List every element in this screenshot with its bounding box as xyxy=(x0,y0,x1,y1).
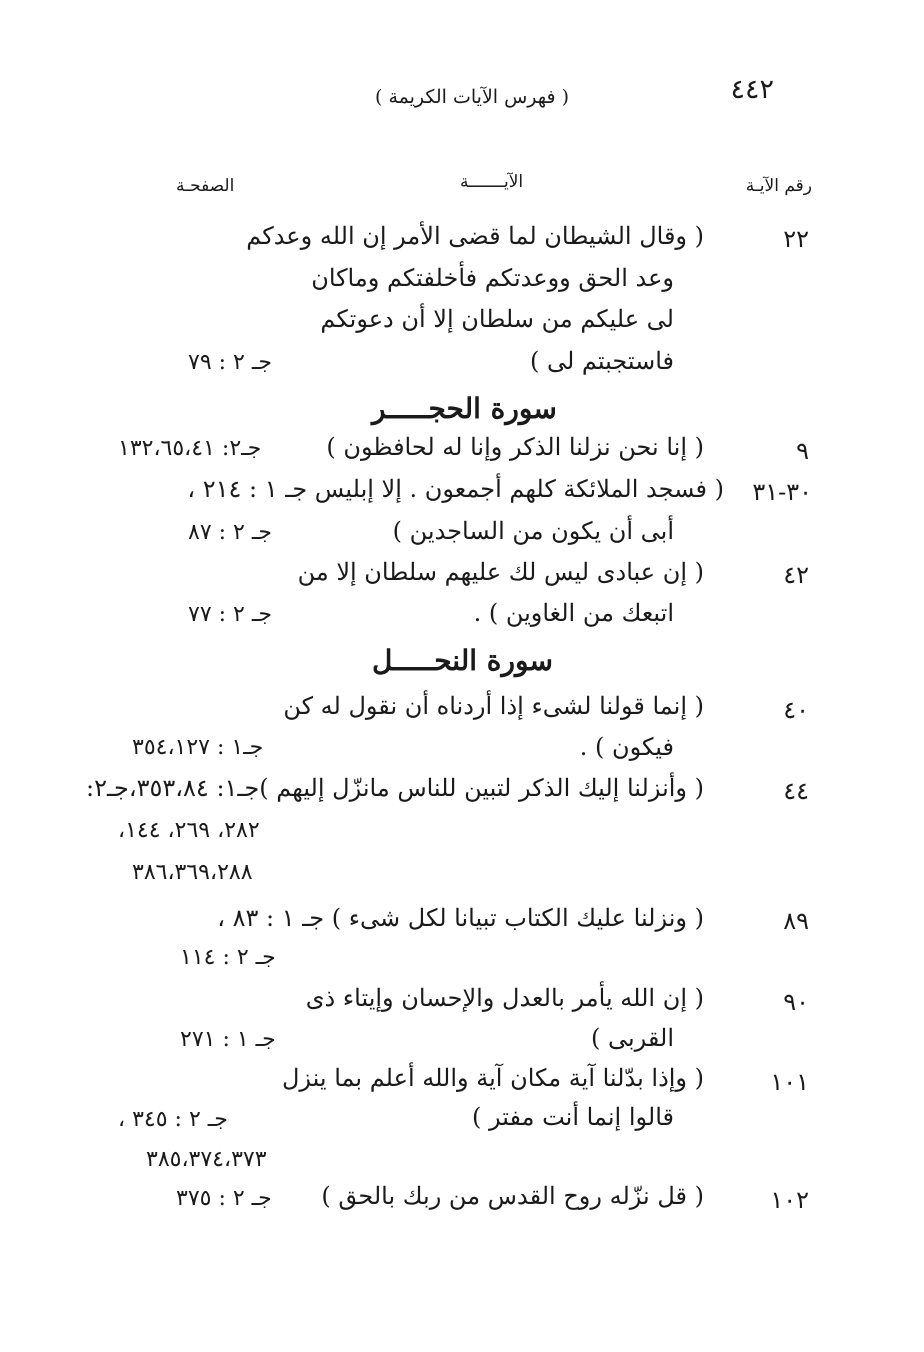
running-title: ( فهرس الآيات الكريمة ) xyxy=(375,86,570,108)
verse-text: اتبعك من الغاوين ) . xyxy=(473,599,674,627)
verse-text: لى عليكم من سلطان إلا أن دعوتكم xyxy=(320,305,674,333)
verse-number: ٢٢ xyxy=(783,225,809,253)
page-reference: جـ١ : ٣٥٤،١٢٧ xyxy=(132,735,264,760)
verse-number: ٤٠ xyxy=(783,696,809,724)
verse-text: ( وقال الشيطان لما قضى الأمر إن الله وعدكم xyxy=(246,222,704,250)
sura-heading: سورة النحـــــل xyxy=(372,644,553,677)
verse-text: ( وإذا بدّلنا آية مكان آية والله أعلم بما ينزل xyxy=(281,1064,704,1092)
verse-text: ( وأنزلنا إليك الذكر لتبين للناس مانزّل إليهم )جـ١: ٣٥٣،٨٤،جـ٢: xyxy=(86,774,704,802)
verse-number: ٩ xyxy=(796,437,809,465)
verse-text: قالوا إنما أنت مفتر ) xyxy=(472,1103,674,1131)
verse-text: فيكون ) . xyxy=(579,733,674,761)
column-heading-verse: الآيـــــــة xyxy=(460,172,524,192)
page-reference: جـ ٢ : ٣٧٥ xyxy=(176,1186,272,1211)
column-heading-verse-number: رقم الآيـة xyxy=(745,176,812,196)
verse-text: أبى أن يكون من الساجدين ) xyxy=(392,517,674,545)
verse-text: وعد الحق ووعدتكم فأخلفتكم وماكان xyxy=(311,264,674,292)
verse-text: فاستجبتم لى ) xyxy=(529,347,674,375)
verse-text: ( إنا نحن نزلنا الذكر وإنا له لحافظون ) xyxy=(326,433,704,461)
page-reference: جـ٢: ١٣٢،٦٥،٤١ xyxy=(118,436,262,461)
verse-text: ( إن الله يأمر بالعدل والإحسان وإيتاء ذى xyxy=(305,984,704,1012)
verse-text: ( فسجد الملائكة كلهم أجمعون . إلا إبليس جـ ١ : ٢١٤ ، xyxy=(187,475,724,503)
page-reference: جـ ٢ : ٧٩ xyxy=(188,350,272,375)
page-reference: ٣٨٦،٣٦٩،٢٨٨ xyxy=(132,860,253,885)
verse-number: ١٠٢ xyxy=(770,1186,809,1214)
page-reference: جـ ٢ : ١١٤ xyxy=(180,945,276,970)
verse-number: ٩٠ xyxy=(783,988,809,1016)
page-reference: جـ ٢ : ٨٧ xyxy=(188,520,272,545)
page-reference: جـ ٢ : ٧٧ xyxy=(188,602,272,627)
verse-number: ٤٢ xyxy=(783,561,809,589)
column-heading-page: الصفحـة xyxy=(176,176,235,196)
verse-number: ١٠١ xyxy=(770,1068,809,1096)
verse-text: ( قل نزّله روح القدس من ربك بالحق ) xyxy=(321,1182,704,1210)
page-reference: جـ ٢ : ٣٤٥ ، xyxy=(118,1107,228,1132)
page-number: ٤٤٢ xyxy=(730,74,774,105)
page-reference: ٣٨٥،٣٧٤،٣٧٣ xyxy=(146,1147,267,1172)
verse-text: ( إن عبادى ليس لك عليهم سلطان إلا من xyxy=(297,558,704,586)
verse-number: ٣٠-٣١ xyxy=(752,478,812,506)
verse-text: ( إنما قولنا لشىء إذا أردناه أن نقول له كن xyxy=(283,692,704,720)
page-reference: جـ ١ : ٢٧١ xyxy=(180,1027,276,1052)
verse-number: ٨٩ xyxy=(783,907,809,935)
verse-number: ٤٤ xyxy=(783,777,809,805)
verse-text: ( ونزلنا عليك الكتاب تبيانا لكل شىء ) جـ ١ : ٨٣ ، xyxy=(217,904,704,932)
sura-heading: سورة الحجـــــر xyxy=(372,392,557,425)
verse-text: القربى ) xyxy=(590,1024,674,1052)
page-reference: ٢٨٢، ٢٦٩، ١٤٤، xyxy=(118,818,260,843)
